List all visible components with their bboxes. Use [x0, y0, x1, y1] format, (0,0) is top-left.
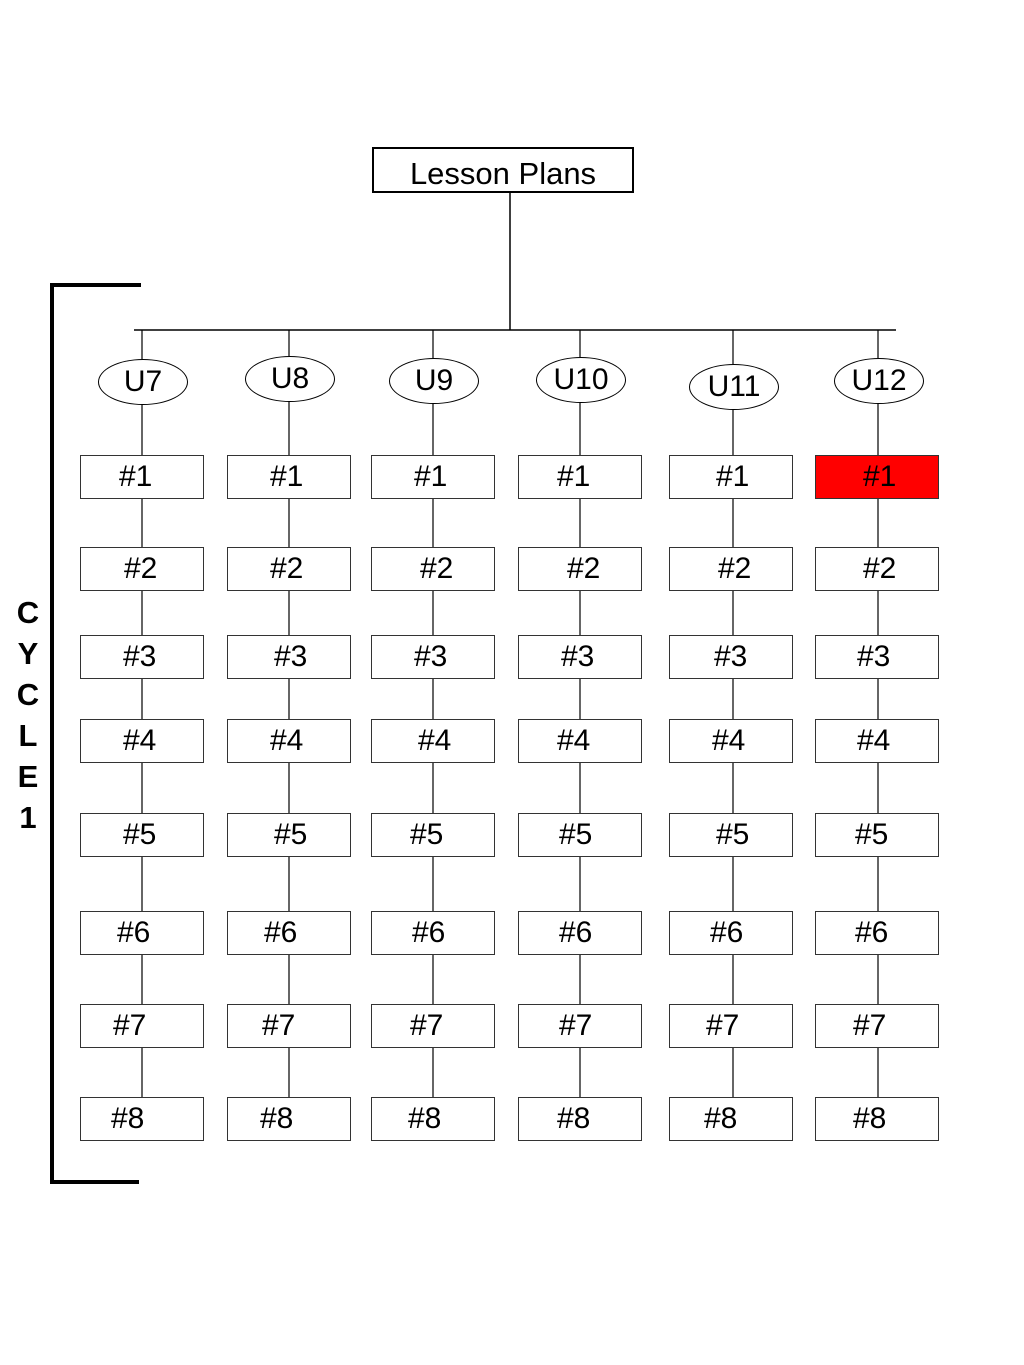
lesson-box-u7-7 — [80, 1004, 204, 1048]
lesson-label: #7 — [706, 1009, 740, 1042]
lesson-box-u11-6 — [669, 911, 793, 955]
lesson-label: #8 — [557, 1102, 591, 1135]
lesson-label: #4 — [418, 724, 452, 757]
lesson-box-u9-7 — [371, 1004, 495, 1048]
lesson-label: #3 — [561, 640, 595, 673]
lesson-box-u8-5 — [227, 813, 351, 857]
lesson-label: #4 — [270, 724, 304, 757]
lesson-box-u10-2 — [518, 547, 642, 591]
unit-node-u9 — [389, 358, 479, 404]
lesson-label: #1 — [557, 460, 591, 493]
lesson-box-u7-8 — [80, 1097, 204, 1141]
lesson-box-u9-2 — [371, 547, 495, 591]
lesson-label: #2 — [124, 552, 158, 585]
lesson-label: #4 — [712, 724, 746, 757]
lesson-box-u10-3 — [518, 635, 642, 679]
lesson-box-u12-6 — [815, 911, 939, 955]
lesson-box-u12-2 — [815, 547, 939, 591]
lesson-box-u8-6 — [227, 911, 351, 955]
lesson-box-u12-7 — [815, 1004, 939, 1048]
cycle-letter: C — [16, 595, 40, 630]
cycle-letter: E — [17, 759, 39, 794]
unit-label: U7 — [123, 365, 163, 398]
lesson-label: #4 — [123, 724, 157, 757]
unit-label: U10 — [553, 363, 609, 396]
cycle-letter: 1 — [19, 800, 37, 835]
unit-node-u10 — [536, 357, 626, 403]
lesson-box-u7-6 — [80, 911, 204, 955]
lesson-box-u8-4 — [227, 719, 351, 763]
cycle-letter: L — [18, 718, 38, 753]
lesson-box-u8-2 — [227, 547, 351, 591]
lesson-box-u11-7 — [669, 1004, 793, 1048]
lesson-label: #5 — [559, 818, 593, 851]
lesson-label: #5 — [855, 818, 889, 851]
lesson-box-u12-8 — [815, 1097, 939, 1141]
lesson-label: #4 — [857, 724, 891, 757]
lesson-label: #6 — [559, 916, 593, 949]
lesson-label: #7 — [113, 1009, 147, 1042]
lesson-box-u8-1 — [227, 455, 351, 499]
lesson-box-u9-4 — [371, 719, 495, 763]
lesson-label: #2 — [567, 552, 601, 585]
cycle-letter: Y — [17, 636, 39, 671]
lesson-label: #3 — [274, 640, 308, 673]
lesson-box-u10-6 — [518, 911, 642, 955]
unit-label: U11 — [707, 370, 761, 403]
lesson-box-u8-7 — [227, 1004, 351, 1048]
unit-label: U12 — [851, 364, 907, 397]
lesson-label: #2 — [420, 552, 454, 585]
lesson-box-u7-2 — [80, 547, 204, 591]
lesson-label: #6 — [412, 916, 446, 949]
lesson-label: #5 — [123, 818, 157, 851]
lesson-label: #5 — [716, 818, 750, 851]
lesson-box-u11-8 — [669, 1097, 793, 1141]
lesson-box-u10-8 — [518, 1097, 642, 1141]
lesson-box-u9-5 — [371, 813, 495, 857]
lesson-label: #1 — [270, 460, 304, 493]
lesson-label: #5 — [410, 818, 444, 851]
unit-label: U9 — [414, 364, 454, 397]
lesson-label: #3 — [857, 640, 891, 673]
root-node-label: Lesson Plans — [409, 156, 597, 191]
unit-node-u7 — [98, 359, 188, 405]
lesson-box-u8-8 — [227, 1097, 351, 1141]
lesson-label: #7 — [410, 1009, 444, 1042]
lesson-label: #8 — [704, 1102, 738, 1135]
lesson-label: #7 — [262, 1009, 296, 1042]
lesson-box-u10-5 — [518, 813, 642, 857]
lesson-label: #1 — [414, 460, 448, 493]
lesson-box-u9-6 — [371, 911, 495, 955]
root-node — [372, 147, 634, 193]
lesson-box-u7-4 — [80, 719, 204, 763]
lesson-label: #3 — [414, 640, 448, 673]
lesson-box-u10-1 — [518, 455, 642, 499]
lesson-box-u11-1 — [669, 455, 793, 499]
lesson-box-u11-3 — [669, 635, 793, 679]
unit-node-u11 — [689, 364, 779, 410]
lesson-label: #7 — [853, 1009, 887, 1042]
lesson-label: #6 — [117, 916, 151, 949]
lesson-label: #4 — [557, 724, 591, 757]
lesson-box-u11-4 — [669, 719, 793, 763]
unit-node-u12 — [834, 358, 924, 404]
cycle-letter: C — [16, 677, 40, 712]
lesson-label: #8 — [260, 1102, 294, 1135]
lesson-box-u7-3 — [80, 635, 204, 679]
lesson-box-u10-4 — [518, 719, 642, 763]
unit-node-u8 — [245, 356, 335, 402]
lesson-label: #2 — [863, 552, 897, 585]
lesson-box-u9-1 — [371, 455, 495, 499]
lesson-box-u11-2 — [669, 547, 793, 591]
lesson-label: #1 — [119, 460, 153, 493]
lesson-label: #8 — [408, 1102, 442, 1135]
lesson-label: #6 — [710, 916, 744, 949]
lesson-box-u12-3 — [815, 635, 939, 679]
lesson-label: #8 — [111, 1102, 145, 1135]
lesson-label: #6 — [855, 916, 889, 949]
lesson-box-u9-3 — [371, 635, 495, 679]
lesson-box-u7-5 — [80, 813, 204, 857]
lesson-box-u12-5 — [815, 813, 939, 857]
lesson-box-u12-1 — [815, 455, 939, 499]
lesson-label: #7 — [559, 1009, 593, 1042]
lesson-label: #2 — [718, 552, 752, 585]
unit-label: U8 — [270, 362, 310, 395]
lesson-label: #1 — [863, 460, 897, 493]
lesson-box-u8-3 — [227, 635, 351, 679]
lesson-box-u10-7 — [518, 1004, 642, 1048]
lesson-box-u11-5 — [669, 813, 793, 857]
lesson-label: #2 — [270, 552, 304, 585]
lesson-box-u7-1 — [80, 455, 204, 499]
lesson-label: #6 — [264, 916, 298, 949]
lesson-label: #1 — [716, 460, 750, 493]
lesson-label: #8 — [853, 1102, 887, 1135]
lesson-label: #5 — [274, 818, 308, 851]
lesson-box-u9-8 — [371, 1097, 495, 1141]
lesson-box-u12-4 — [815, 719, 939, 763]
lesson-label: #3 — [714, 640, 748, 673]
lesson-label: #3 — [123, 640, 157, 673]
